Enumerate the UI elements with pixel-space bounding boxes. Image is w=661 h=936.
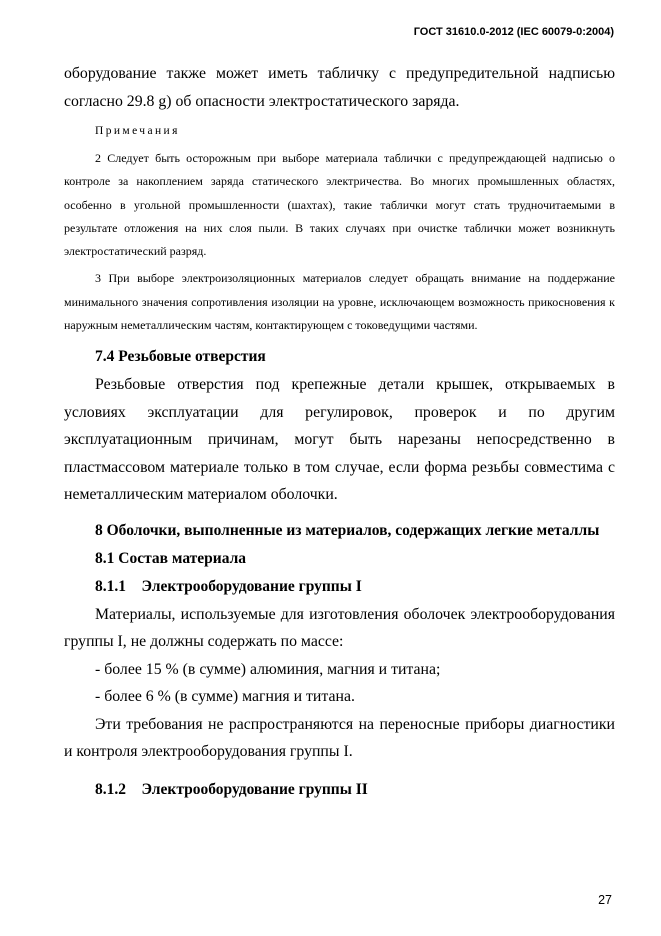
list-item: - более 6 % (в сумме) магния и титана. [95, 688, 355, 706]
page-number: 27 [598, 893, 612, 907]
paragraph-8-1-1-a: Материалы, используемые для изготовления оболочек электрооборудования группы I, не должны содержать по массе: [64, 605, 615, 651]
intro-paragraph: оборудование также может иметь табличку с предупредительной надписью согласно 29.8 g) об опасности электростатического заряда. [64, 65, 615, 110]
heading-8-1-1 [64, 573, 615, 601]
page-content [64, 60, 615, 804]
note-2: 2 Следует быть осторожным при выборе материала таблички с предупреждающей надписью о контроле за накоплением заряда статического электричества. Во многих промышленных областях, особенно в угольной промышленности (шахтах), такие таблички могут стать трудночитаемыми в результате отложения на них слоя пыли. В таких случаях при очистке таблички может возникнуть электростатический разряд. [64, 151, 615, 259]
heading-8-1-1-title: Электрооборудование группы I [141, 577, 362, 595]
heading-8: 8 Оболочки, выполненные из материалов, содержащих легкие металлы [95, 521, 600, 539]
heading-8-1-2 [64, 776, 615, 804]
list-item: - более 15 % (в сумме) алюминия, магния и титана; [95, 660, 441, 678]
note-3: 3 При выборе электроизоляционных материалов следует обращать внимание на поддержание минимального значения сопротивления изоляции на уровне, исключающем возможность прикосновения к наружным неметаллическим частям, контактирующем с токоведущими частями. [64, 271, 615, 333]
paragraph-7-4: Резьбовые отверстия под крепежные детали крышек, открываемых в условиях эксплуатации для регулировок, проверок и по другим эксплуатационным причинам, могут быть нарезаны непосредственно в пластмассовом материале только в том случае, если форма резьбы совместима с неметаллическим материалом оболочки. [64, 376, 615, 504]
heading-8-1-1-number: 8.1.1 [95, 577, 126, 595]
heading-7-4: 7.4 Резьбовые отверстия [95, 348, 266, 366]
notes-title: Примечания [95, 125, 180, 137]
page-header: ГОСТ 31610.0-2012 (IEC 60079-0:2004) [413, 26, 614, 38]
heading-8-1-2-title: Электрооборудование группы II [141, 780, 368, 798]
heading-8-1-2-number: 8.1.2 [95, 780, 126, 798]
paragraph-8-1-1-b: Эти требования не распространяются на переносные приборы диагностики и контроля электрооборудования группы I. [64, 715, 615, 761]
heading-8-1: 8.1 Состав материала [95, 549, 247, 567]
